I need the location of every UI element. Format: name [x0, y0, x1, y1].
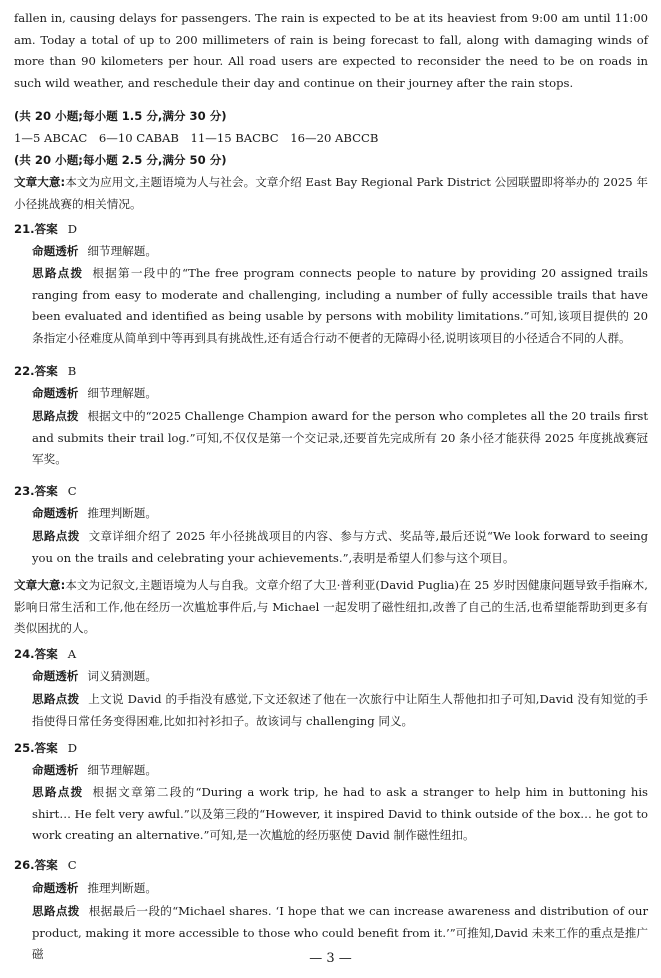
- type-26: [32, 878, 648, 900]
- idea-label: 思路点拨: [32, 529, 80, 543]
- idea-label: 思路点拨: [32, 785, 84, 799]
- answer-26: [14, 855, 648, 877]
- idea-text: 文章详细介绍了 2025 年小径挑战项目的内容、参与方式、奖品等,最后还说“We look forward to seeing you on the trails and celebrating your achievements.”,表明是希望人们参与这个项目。: [32, 529, 648, 565]
- answer-label: 答案: [34, 741, 58, 755]
- type-label: 命题透析: [32, 244, 79, 258]
- type-text: 细节理解题。: [87, 386, 157, 400]
- type-22: [32, 383, 648, 405]
- section1-heading: (共 20 小题;每小题 1.5 分,满分 30 分): [14, 109, 227, 123]
- type-24: [32, 666, 648, 688]
- type-text: 词义猜测题。: [87, 669, 157, 683]
- question-number: 26.: [14, 858, 35, 872]
- summary-1: [14, 172, 648, 215]
- answer-label: 答案: [34, 222, 58, 236]
- answer-23: [14, 481, 648, 503]
- answer-label: 答案: [34, 647, 58, 661]
- answer-value: B: [67, 364, 77, 378]
- type-label: 命题透析: [32, 669, 79, 683]
- idea-24: [32, 689, 648, 732]
- idea-label: 思路点拨: [32, 904, 80, 918]
- passage-text: fallen in, causing delays for passengers. The rain is expected to be at its heaviest from 9:00 am until 11:00 am. Today a total of up to 200 millimeters of rain is being forecast to fall, along with damaging winds of more than 90 kilometers per hour. All road users are expected to reconsider the need to be on roads in such wild weather, and reschedule their day and continue on their journey after the rain stops.: [14, 11, 648, 90]
- summary-text: 本文为记叙文,主题语境为人与自我。文章介绍了大卫·普利亚(David Puglia)在 25 岁时因健康问题导致手指麻木,影响日常生活和工作,他在经历一次尴尬事件后,与 Michael 一起发明了磁性纽扣,改善了自己的生活,也希望能帮助到更多有类似困扰的人。: [14, 578, 648, 636]
- summary-text: 本文为应用文,主题语境为人与社会。文章介绍 East Bay Regional Park District 公园联盟即将举办的 2025 年小径挑战赛的相关情况。: [14, 175, 649, 211]
- type-text: 细节理解题。: [87, 763, 157, 777]
- answer-21: [14, 219, 648, 241]
- question-number: 21.: [14, 222, 35, 236]
- type-label: 命题透析: [32, 881, 79, 895]
- summary-2: [14, 575, 648, 640]
- answer-value: D: [67, 222, 78, 236]
- type-label: 命题透析: [32, 763, 79, 777]
- section2-heading: (共 20 小题;每小题 2.5 分,满分 50 分): [14, 153, 227, 167]
- answer-value: D: [67, 741, 78, 755]
- type-label: 命题透析: [32, 506, 79, 520]
- answer-value: A: [67, 647, 77, 661]
- answer-value: C: [67, 484, 77, 498]
- answer-label: 答案: [34, 364, 58, 378]
- answer-label: 答案: [34, 858, 58, 872]
- question-number: 23.: [14, 484, 35, 498]
- type-25: [32, 760, 648, 782]
- idea-21: [32, 263, 648, 349]
- section1-answers: 1—5 ABCAC 6—10 CABAB 11—15 BACBC 16—20 ABCCB: [14, 131, 379, 145]
- type-23: [32, 503, 648, 525]
- idea-25: [32, 782, 648, 847]
- answer-value: C: [67, 858, 77, 872]
- page-number: — 3 —: [309, 951, 352, 966]
- type-text: 细节理解题。: [87, 244, 157, 258]
- answer-22: [14, 361, 648, 383]
- idea-label: 思路点拨: [32, 692, 80, 706]
- answer-label: 答案: [34, 484, 58, 498]
- idea-23: [32, 526, 648, 569]
- question-number: 24.: [14, 647, 35, 661]
- idea-label: 思路点拨: [32, 409, 79, 423]
- type-label: 命题透析: [32, 386, 79, 400]
- summary-label: 文章大意:: [14, 578, 66, 592]
- idea-text: 根据文中的“2025 Challenge Champion award for the person who completes all the 20 trails first and submits their trail log.”可知,不仅仅是第一个交记录,还要首先完成所有 20 条小径才能获得 2025 年度挑战赛冠军奖。: [32, 409, 648, 467]
- type-text: 推理判断题。: [87, 881, 157, 895]
- idea-22: [32, 406, 648, 471]
- idea-text: 上文说 David 的手指没有感觉,下文还叙述了他在一次旅行中让陌生人帮他扣扣子可知,David 没有知觉的手指使得日常任务变得困难,比如扣衬衫扣子。故该词与 challenging 同义。: [32, 692, 648, 728]
- idea-text: 根据最后一段的“Michael shares. ‘I hope that we can increase awareness and distribution of our product, making it more accessible to those who could benefit from it.’”可推知,David 未来工作的重点是推广磁: [32, 904, 648, 962]
- answer-24: [14, 644, 648, 666]
- idea-text: 根据文章第二段的“During a work trip, he had to ask a stranger to help him in buttoning his shirt… He felt very awful.”以及第三段的“However, it inspired David to think outside of the box… he got to work creating an alternative.”可知,是一次尴尬的经历驱使 David 制作磁性纽扣。: [32, 785, 648, 843]
- question-number: 25.: [14, 741, 35, 755]
- idea-text: 根据第一段中的“The free program connects people to nature by providing 20 assigned trails ranging from easy to moderate and challenging, including a number of fully accessible trails that have been evaluated and identified as being usable by persons with mobility limitations.”可知,该项目提供的 20 条指定小径难度从简单到中等再到具有挑战性,还有适合行动不便者的无障碍小径,说明该项目的小径适合不同的人群。: [32, 266, 648, 345]
- summary-label: 文章大意:: [14, 175, 66, 189]
- type-21: [32, 241, 648, 263]
- answer-25: [14, 738, 648, 760]
- idea-label: 思路点拨: [32, 266, 84, 280]
- type-text: 推理判断题。: [87, 506, 157, 520]
- question-number: 22.: [14, 364, 35, 378]
